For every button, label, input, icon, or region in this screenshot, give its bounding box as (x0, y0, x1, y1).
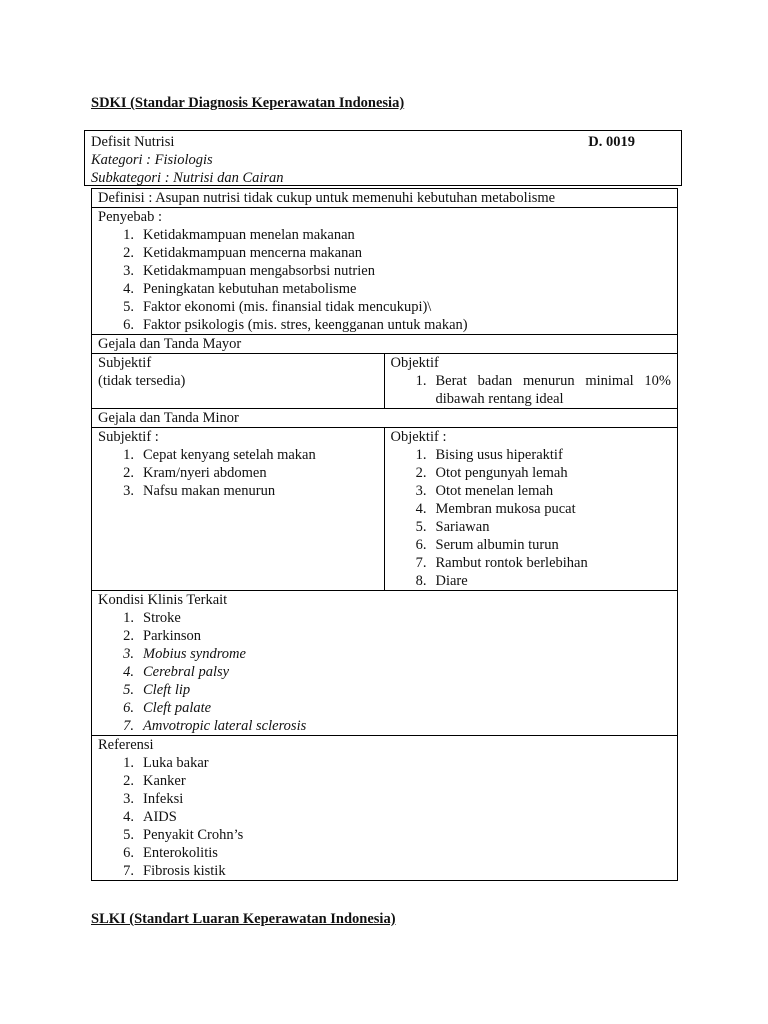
list-item: 3. Mobius syndrome (123, 646, 246, 662)
list-item: 2. Parkinson (123, 628, 201, 644)
diagnosis-table (91, 188, 678, 881)
penyebab-label: Penyebab : (98, 209, 163, 225)
definisi-text: Definisi : Asupan nutrisi tidak cukup untuk memenuhi kebutuhan metabolisme (98, 190, 556, 206)
list-item: 2. Kanker (123, 773, 186, 789)
kondisi-list (98, 609, 671, 735)
list-item: 4. Membran mukosa pucat (415, 501, 576, 517)
list-item: 3. Ketidakmampuan mengabsorbsi nutrien (123, 263, 375, 279)
list-item: 1. Ketidakmampuan menelan makanan (123, 227, 355, 243)
subkategori-line: Subkategori : Nutrisi dan Cairan (91, 170, 284, 186)
minor-objektif-list (391, 446, 672, 590)
kategori-line: Kategori : Fisiologis (91, 152, 213, 168)
diagnosis-name: Defisit Nutrisi (91, 134, 175, 150)
list-item: 6. Faktor psikologis (mis. stres, keengganan untuk makan) (123, 317, 468, 333)
referensi-cell (92, 736, 678, 881)
list-item: 7. Rambut rontok berlebihan (415, 555, 588, 571)
diagnosis-header-box (84, 130, 682, 186)
minor-objektif-label: Objektif : (390, 429, 447, 445)
list-item: 4. Peningkatan kebutuhan metabolisme (123, 281, 357, 297)
minor-label: Gejala dan Tanda Minor (98, 410, 239, 426)
list-item: 5. Cleft lip (123, 682, 191, 698)
minor-objektif-cell (384, 428, 678, 591)
mayor-subjektif-note: (tidak tersedia) (98, 373, 186, 389)
mayor-subjektif-cell (92, 354, 385, 409)
list-item: 5. Faktor ekonomi (mis. finansial tidak mencukupi)\ (123, 299, 432, 315)
sdki-heading: SDKI (Standar Diagnosis Keperawatan Indonesia) (91, 95, 405, 111)
penyebab-cell (92, 208, 678, 335)
list-item: 7. Fibrosis kistik (123, 863, 226, 879)
list-item: 2. Ketidakmampuan mencerna makanan (123, 245, 363, 261)
list-item: 1. Stroke (123, 610, 181, 626)
kondisi-label: Kondisi Klinis Terkait (98, 592, 228, 608)
list-item: 4. Cerebral palsy (123, 664, 230, 680)
list-item: 1. Berat badan menurun minimal 10% dibawah rentang ideal (415, 373, 671, 407)
list-item: 6. Enterokolitis (123, 845, 218, 861)
list-item: 1. Cepat kenyang setelah makan (123, 447, 316, 463)
list-item: 4. AIDS (123, 809, 177, 825)
list-item: 2. Kram/nyeri abdomen (123, 465, 267, 481)
list-item: 8. Diare (415, 573, 468, 589)
list-item: 1. Bising usus hiperaktif (415, 447, 563, 463)
mayor-header-cell (92, 335, 678, 354)
mayor-objektif-cell (384, 354, 678, 409)
list-item: 3. Otot menelan lemah (415, 483, 554, 499)
penyebab-list (98, 226, 671, 334)
slki-heading: SLKI (Standart Luaran Keperawatan Indonesia) (91, 911, 396, 927)
referensi-label: Referensi (98, 737, 154, 753)
mayor-objektif-label: Objektif (390, 355, 439, 371)
minor-subjektif-list (98, 446, 378, 500)
minor-header-cell (92, 409, 678, 428)
minor-subjektif-cell (92, 428, 385, 591)
list-item: 7. Amvotropic lateral sclerosis (123, 718, 307, 734)
list-item: 5. Sariawan (415, 519, 490, 535)
list-item: 6. Cleft palate (123, 700, 212, 716)
mayor-label: Gejala dan Tanda Mayor (98, 336, 242, 352)
list-item: 1. Luka bakar (123, 755, 209, 771)
kondisi-cell (92, 591, 678, 736)
list-item: 3. Infeksi (123, 791, 184, 807)
list-item: 5. Penyakit Crohn’s (123, 827, 244, 843)
list-item: 6. Serum albumin turun (415, 537, 559, 553)
mayor-objektif-list (391, 372, 672, 408)
referensi-list (98, 754, 671, 880)
mayor-subjektif-label: Subjektif (98, 355, 152, 371)
list-item: 3. Nafsu makan menurun (123, 483, 276, 499)
definisi-cell (92, 189, 678, 208)
list-item: 2. Otot pengunyah lemah (415, 465, 568, 481)
diagnosis-code: D. 0019 (588, 134, 635, 150)
minor-subjektif-label: Subjektif : (98, 429, 159, 445)
